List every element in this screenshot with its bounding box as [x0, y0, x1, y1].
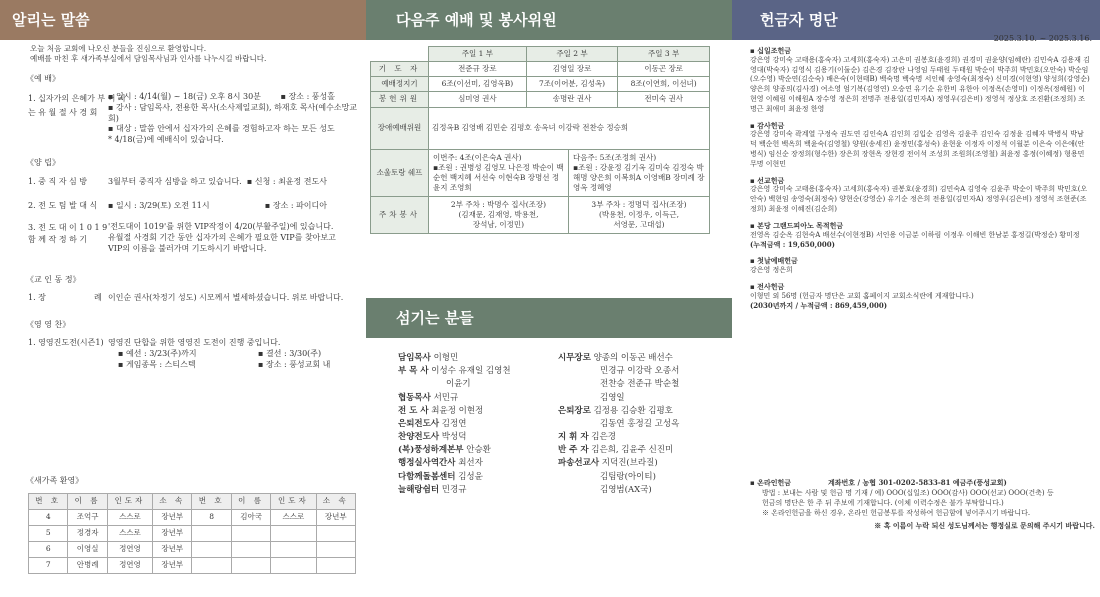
cell — [316, 558, 355, 574]
serve-key: 지 휘 자 — [558, 432, 589, 443]
cell: 장년부 — [153, 558, 192, 574]
section-text: 강은영 강미숙 곽계열 구정숙 권도연 김인숙A 김인희 김입순 김영옥 김윤주 김인숙 김정윤 김혜자 박병식 박남덕 백순헌 백옥희 백윤숙(김영철) 양원(송세진) 윤정민(홍성숙) 윤현윤 이정자 이정석 이월분 이은숙 이은애(안병식) 임신순 장정희(형수한) 장은희 장현옥 장현경 전이석 조성희 조원희(조영철) 최윤정 홍정(이혜정) 형용민 무명 이현민 — [750, 130, 1085, 168]
park-line: 3부 주차 : 정명덕 집사(조장) — [591, 200, 687, 209]
accum-total: (누적금액 : 19,650,000) — [750, 240, 835, 250]
col-header: 주일 3 부 — [618, 47, 710, 62]
w1-item: ▪ 대상 : 말씀 안에서 십자가의 은혜를 경험하고자 하는 모든 성도 — [108, 124, 335, 134]
serve-item — [398, 352, 568, 365]
bank-line: 방법 : 보내는 사람 및 헌금 명 기재 / 예) OOO(십일조) OOO(감사) OOO(선교) OOO(건축) 등 — [762, 489, 1054, 498]
section-title: ▪ 감사헌금 — [750, 120, 785, 130]
serve-key: 행정실사역간사 — [398, 458, 456, 469]
cell: 안병례 — [68, 558, 107, 574]
park-line: (박용천, 이정우, 이득근, — [598, 210, 680, 220]
bank-line: 헌금의 명단은 한 주 뒤 주보에 기재합니다. (이체 이력수정은 불가 부탁합니다.) — [762, 499, 1004, 508]
fe1-label: 1. 영영진도전(시즌1) — [28, 338, 104, 347]
fe1-item: ▪ 결선 : 3/30(주) — [258, 348, 322, 358]
cell: 정연영 — [107, 558, 152, 574]
serve-left — [398, 352, 568, 497]
e2-extra: ▪ 장소 : 파이디아 — [264, 201, 327, 210]
serve-key: 협동목사 — [398, 392, 431, 403]
serve-val: 김정연 — [441, 418, 467, 429]
cell: 이동곤 장로 — [618, 62, 710, 77]
serve-item — [558, 392, 728, 405]
e3-label: 3. 전 도 대 이 1 0 1 9 함 께 작 정 하 기 — [28, 223, 108, 244]
row-label: 주차봉사 — [371, 197, 429, 234]
cell — [271, 526, 316, 542]
e3-line: VIP의 이름을 불러가며 기도하시기 바랍니다. — [108, 243, 267, 253]
offering-section — [750, 46, 1090, 115]
cell — [192, 558, 231, 574]
table-row — [371, 149, 710, 197]
row-label: 소울토랑 쉐프 — [371, 149, 429, 197]
online-offering — [750, 478, 1095, 531]
fe1-item: ▪ 장소 : 풍성교회 내 — [258, 359, 331, 369]
serve-item — [558, 418, 728, 431]
serve-val: 김성윤 — [458, 471, 483, 482]
cell: 송명란 권사 — [526, 92, 618, 107]
cell — [316, 526, 355, 542]
cell — [271, 542, 316, 558]
cell — [231, 526, 270, 542]
w1-place: ▪ 장소 : 풍성홀 — [280, 92, 335, 101]
offering-list — [750, 46, 1090, 311]
row-label: 장애예배위원 — [371, 107, 429, 149]
fe1-item: ▪ 예선 : 3/23(주)까지 — [118, 348, 197, 358]
serve-val: 안승환 — [466, 445, 491, 456]
serve-item — [558, 405, 728, 418]
serve-val: 최윤정 이현정 — [431, 405, 484, 416]
intro — [30, 44, 360, 64]
notices-column — [0, 0, 366, 597]
serve-key: 담임목사 — [398, 353, 431, 363]
cell: 7 — [29, 558, 68, 574]
serve-right — [558, 352, 728, 497]
serve-val: 전찬승 전준규 박순철 — [600, 379, 680, 390]
park-line: 장석남, 이정민) — [472, 220, 525, 230]
col-header: 이 름 — [231, 494, 270, 510]
section-text: 강은영 강미숙 고태용(홍숙자) 고세희(홍숙자) 권봉호(윤경희) 김민숙A 김영숙 김윤주 박순이 박주희 박민호(오안숙) 백현임 송영숙(최정숙) 양현순(강영순) 유기순 정은희 전용일(김민자A) 정영우(김은비) 정영석 조현준(조정희) 최윤정 이혜진(김순희) — [750, 185, 1088, 213]
table-row — [371, 92, 710, 107]
cell — [192, 526, 231, 542]
serve-item — [558, 444, 728, 457]
fe1 — [28, 338, 363, 370]
serve-val: 김동연 홍정길 고성옥 — [600, 418, 680, 429]
table-header — [29, 494, 356, 510]
cell: 4 — [29, 510, 68, 526]
park-line: 2부 주차 : 박명수 집사(조장) — [450, 200, 547, 209]
e3-line: '전도대이 1019'를 위한 VIP작정이 4/20(부활주일)에 있습니다. — [108, 222, 334, 231]
serve-val: 민경규 — [441, 484, 467, 495]
w1-item: * 4/18(금)에 예배식이 있습니다. — [108, 135, 224, 145]
col-header: 이 름 — [68, 494, 107, 510]
row-label: 봉헌위원 — [371, 92, 429, 107]
team-cell — [429, 149, 710, 197]
cell: 8 — [192, 510, 231, 526]
w1-items — [108, 92, 363, 146]
cell: 장년부 — [153, 526, 192, 542]
cell: 스스로 — [107, 510, 152, 526]
cell: 조억구 — [68, 510, 107, 526]
table-row — [371, 197, 710, 234]
date-range: 2025.3.10. ~ 2025.3.16. — [993, 34, 1092, 43]
row-label: 예배정지기 — [371, 77, 429, 92]
serve-key: 전 도 사 — [398, 405, 429, 416]
table-row — [29, 510, 356, 526]
cell: 7조(이어분, 김성옥) — [526, 77, 618, 92]
cell: 장년부 — [153, 510, 192, 526]
team-line: 이번주: 4조(이은숙A 권사) — [433, 152, 522, 162]
section-title: ▪ 첫날예배헌금 — [750, 256, 798, 266]
serve-header: 섬기는 분들 — [366, 298, 732, 338]
table-row — [371, 77, 710, 92]
serve-item — [398, 431, 568, 444]
fe1-item: ▪ 게임종목 : 스티스텍 — [118, 359, 196, 369]
serve-key: 늘해랑쉼터 — [398, 484, 440, 495]
intro-line: 예배를 마친 후 새가족부실에서 담임목사님과 인사를 나누시길 바랍니다. — [30, 54, 267, 64]
service-header: 다음주 예배 및 봉사위원 — [366, 0, 732, 40]
section-text: 강은영 강미숙 고태용(홍숙자) 고세희(홍숙자) 고은미 권봉호(윤경희) 권경미 권윤양(임혜란) 김민숙A 김용재 김영대(박숙자) 김영식 김용기(이둘순) 김은경 김장란 나영임 두태원 두태원 박순이 박주희 박민호(오안숙) 박순임(오수영) 박순연(김순숙) 배은숙(이현태B) 백숙명 백숙명 서인혜 송영숙(최정숙) 신미경(이현영) 양성희(강영순) 양은희 양종의(김사경) 여소영 엄기복(김영연) 오승연 유기순 유한비 유한아 이정옥(손영미) 이정옥(정혜원) 이현영 이혜림 이해원A 장수영 정은희 전명주 전용일(김민자A) 정영우(김은비) 정영석 정상호 조진환(조정희) 조명근 최애미 최윤정 한영 — [750, 55, 1090, 113]
table-header — [371, 47, 710, 62]
col-header: 번 호 — [29, 494, 68, 510]
col-header: 번 호 — [192, 494, 231, 510]
e3-text — [108, 222, 363, 254]
col-header: 소 속 — [153, 494, 192, 510]
cell: 정경자 — [68, 526, 107, 542]
ev1-mid: 례 — [94, 293, 102, 302]
cell: 6조(이선미, 김영욱B) — [429, 77, 527, 92]
fe1-text: 영영진 단합을 위한 영영진 도전이 진행 중입니다. — [108, 338, 281, 347]
park-cell — [429, 197, 710, 234]
cell: 김영일 장로 — [526, 62, 618, 77]
table-row — [29, 526, 356, 542]
serve-item — [398, 484, 568, 497]
worship-heading: 《예 배》 — [26, 74, 60, 83]
offering-header: 헌금자 명단 — [732, 0, 1100, 40]
serve-key: (복)풍성하계본부 — [398, 445, 464, 456]
w1-item: ▪ 일시 : 4/14(월) ~ 18(금) 오후 8시 30분 — [108, 92, 261, 101]
cell: 8조(이연희, 이선녀) — [618, 77, 710, 92]
serve-key: 다함께돌봄센터 — [398, 471, 456, 482]
team-line: ▪조원 : 강윤정 김기옥 김미숙 김정숙 박해명 양은희 이복희A 이영배B 장미례 장영옥 정혜영 — [573, 162, 705, 192]
cell: 김아국 — [231, 510, 270, 526]
serve-key: 찬양전도사 — [398, 432, 440, 443]
serve-key: 은퇴전도사 — [398, 418, 440, 429]
serve-val: 서민규 — [433, 392, 459, 403]
service-table — [370, 46, 710, 234]
serve-val: 지덕진(브라질) — [601, 458, 658, 469]
serve-val: 이형민 — [433, 353, 459, 363]
e2-row — [28, 201, 363, 212]
newfam-heading: 《새가족 환영》 — [26, 476, 84, 485]
ev1-text: 이인순 권사(차정기 성도) 시모께서 별세하셨습니다. 위로 바랍니다. — [108, 293, 344, 302]
table-row — [29, 542, 356, 558]
cell: 김정옥B 김영배 김민순 김평호 송옥녀 이강락 전찬승 정승희 — [429, 107, 710, 149]
cell: 6 — [29, 542, 68, 558]
park-line: (김재문, 김재영, 박용천, — [458, 210, 539, 220]
notices-header: 알리는 말씀 — [0, 0, 366, 40]
e2-label: 2. 전 도 팀 발 대 식 — [28, 201, 98, 210]
serve-item — [398, 378, 568, 391]
bank-heading: ▪ 온라인헌금 — [750, 478, 791, 487]
serve-val: 김정용 김승환 김평호 — [593, 405, 673, 416]
serve-val: 박성덕 — [441, 432, 467, 443]
cell: 스스로 — [107, 526, 152, 542]
corner-cell — [371, 47, 429, 62]
cell — [271, 558, 316, 574]
serve-item — [398, 418, 568, 431]
serve-item — [398, 457, 568, 470]
cell: 5 — [29, 526, 68, 542]
missing-note: ※ 혹 이름이 누락 되신 성도님께서는 행정실로 문의해 주시기 바랍니다. — [874, 520, 1095, 530]
offering-section — [750, 221, 1090, 241]
bank-account: 계좌번호 / 농협 301-0202-5833-81 예금주(풍성교회) — [828, 478, 1007, 487]
serve-val: 이윤기 — [446, 379, 471, 390]
col-header: 소 속 — [316, 494, 355, 510]
serve-val: 김영범(AX국) — [600, 484, 652, 495]
offering-section — [750, 176, 1090, 215]
offering-section — [750, 256, 1090, 276]
cell: 심미영 권사 — [429, 92, 527, 107]
cell: 전미숙 권사 — [618, 92, 710, 107]
cell: 장년부 — [153, 542, 192, 558]
serve-item — [398, 405, 568, 418]
park-left — [429, 197, 569, 233]
section-title: ▪ 선교헌금 — [750, 175, 785, 185]
serve-key: 은퇴장로 — [558, 405, 591, 416]
table-row — [371, 107, 710, 149]
section-title: ▪ 본당 그랜드피아노 목적헌금 — [750, 220, 844, 230]
serve-key: 부 목 사 — [398, 366, 429, 377]
cell — [231, 542, 270, 558]
e1-extra: ▪ 신청 : 최윤정 전도사 — [246, 177, 327, 186]
serve-val: 이성수 유재일 김영천 — [431, 366, 511, 377]
serve-item — [558, 484, 728, 497]
offering-section — [750, 121, 1090, 170]
cell: 이영실 — [68, 542, 107, 558]
serve-val: 김팀랑(아이티) — [600, 471, 656, 482]
fe-heading: 《영 영 찬》 — [26, 320, 71, 329]
section-title: ▪ 십일조헌금 — [750, 46, 791, 55]
w1-label: 1. 십자가의 은혜가 부 어 지 는 유 월 절 사 경 회 — [28, 94, 126, 117]
serve-item — [558, 431, 728, 444]
w1-item: ▪ 강사 : 담임목사, 전용한 목사(소사제일교회), 하재호 목사(예수소망교회) — [108, 102, 358, 123]
serve-key: 반 주 자 — [558, 445, 589, 456]
col-header: 인도자 — [271, 494, 316, 510]
serve-item — [398, 444, 568, 457]
park-line: 서영문, 고대섭) — [613, 220, 665, 230]
e1-label: 1. 중 직 자 심 방 — [28, 177, 87, 186]
serve-val: 최선자 — [458, 458, 483, 469]
serve-item — [398, 392, 568, 405]
serve-val: 민경규 이강락 오종서 — [600, 366, 680, 377]
col-header: 주일 2 부 — [526, 47, 618, 62]
accum-total: (2030년까지 / 누적금액 : 869,459,000) — [750, 301, 888, 311]
section-text: 이형민 외 56명 (헌금자 명단은 교회 홈페이지 교회소식란에 게재합니다.) — [750, 291, 974, 300]
serve-item — [558, 378, 728, 391]
e1-text: 3월부터 중직자 심방을 하고 있습니다. — [108, 177, 242, 186]
col-header: 주일 1 부 — [429, 47, 527, 62]
serve-key: 시무장로 — [558, 353, 591, 363]
serve-item — [558, 352, 728, 365]
events-heading: 《교 인 동 정》 — [26, 275, 81, 284]
serve-val: 양종의 이동곤 배선수 — [593, 353, 673, 363]
serve-val: 김은희, 김윤주 신진미 — [591, 445, 674, 456]
table-row — [29, 558, 356, 574]
team-line: ▪조원 : 권병성 김영모 나은정 박순이 백순헌 백지혜 서선숙 이현숙B 장명선 정윤지 조영희 — [433, 162, 564, 192]
cell: 전준규 장로 — [429, 62, 527, 77]
team-line: 다음주: 5조(조정희 권사) — [573, 152, 657, 162]
serve-item — [558, 365, 728, 378]
section-text: 강은영 정은희 — [750, 265, 793, 274]
serve-val: 김영일 — [600, 392, 625, 403]
section-title: ▪ 전사헌금 — [750, 281, 785, 291]
park-right — [569, 197, 709, 233]
team-right — [569, 150, 709, 197]
edu-heading: 《양 립》 — [26, 158, 60, 167]
serve-key: 파송선교사 — [558, 458, 600, 469]
serve-item — [398, 365, 568, 378]
offering-column — [732, 0, 1100, 597]
team-left — [429, 150, 569, 197]
cell — [192, 542, 231, 558]
table-row — [371, 62, 710, 77]
e3-line: 유월절 사경회 기간 동안 십자가의 은혜가 필요한 VIP를 찾아보고 — [108, 232, 336, 242]
ev1-label: 1. 장 — [28, 293, 46, 302]
section-text: 전영옥 김순옥 김현숙A 배선수(이현정B) 서인용 이금분 이하림 이정우 이해빈 한남분 홍정길(박정순) 황미정 — [750, 230, 1080, 239]
cell — [316, 542, 355, 558]
offering-section — [750, 282, 1090, 302]
newfam-table — [28, 493, 356, 574]
e2-text: ▪ 일시 : 3/29(토) 오전 11시 — [108, 201, 210, 210]
col-header: 인도자 — [107, 494, 152, 510]
cell: 장년부 — [316, 510, 355, 526]
row-label: 기 도 자 — [371, 62, 429, 77]
cell: 정연영 — [107, 542, 152, 558]
e1-row — [28, 177, 363, 188]
bank-line: ※ 온라인헌금을 하신 경우, 온라인 헌금봉투를 작성하여 헌금함에 넣어주시기 바랍니다. — [762, 509, 1031, 518]
serve-item — [558, 457, 728, 470]
cell — [231, 558, 270, 574]
serve-item — [398, 471, 568, 484]
serve-item — [558, 471, 728, 484]
cell: 스스로 — [271, 510, 316, 526]
serve-val: 김은경 — [591, 432, 616, 443]
intro-line: 오늘 처음 교회에 나오신 분들을 진심으로 환영합니다. — [30, 44, 207, 53]
ev1-row — [28, 293, 363, 304]
